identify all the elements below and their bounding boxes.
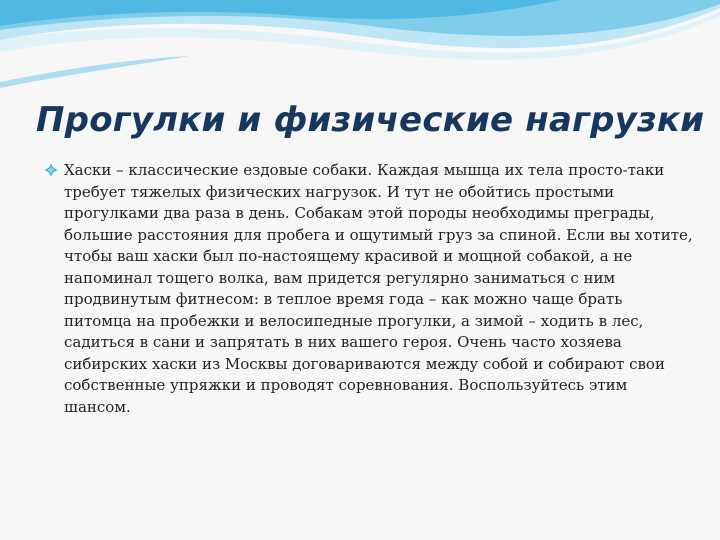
list-item: [44, 160, 694, 418]
diamond-bullet-icon: [44, 163, 58, 177]
header-wave-decoration: [0, 0, 720, 90]
slide-title: Прогулки и физические нагрузки: [36, 100, 705, 140]
bullet-text: Хаски – классические ездовые собаки. Каждая мышца их тела просто-таки требует тяжелых физических нагрузок. И тут не обойтись простыми прогулками два раза в день. Собакам этой породы необходимы преграды, большие расстояния для пробега и ощутимый груз за спиной. Если вы хотите, чтобы ваш хаски был по-настоящему красивой и мощной собакой, а не напоминал тощего волка, вам придется регулярно заниматься с ним продвинутым фитнесом: в теплое время года – как можно чаще брать питомца на пробежки и велосипедные прогулки, а зимой – ходить в лес, садиться в сани и запрятать в них вашего героя. Очень часто хозяева сибирских хаски из Москвы договариваются между собой и собирают свои собственные упряжки и проводят соревнования. Воспользуйтесь этим шансом.: [64, 161, 693, 416]
bullet-list: [44, 160, 694, 418]
